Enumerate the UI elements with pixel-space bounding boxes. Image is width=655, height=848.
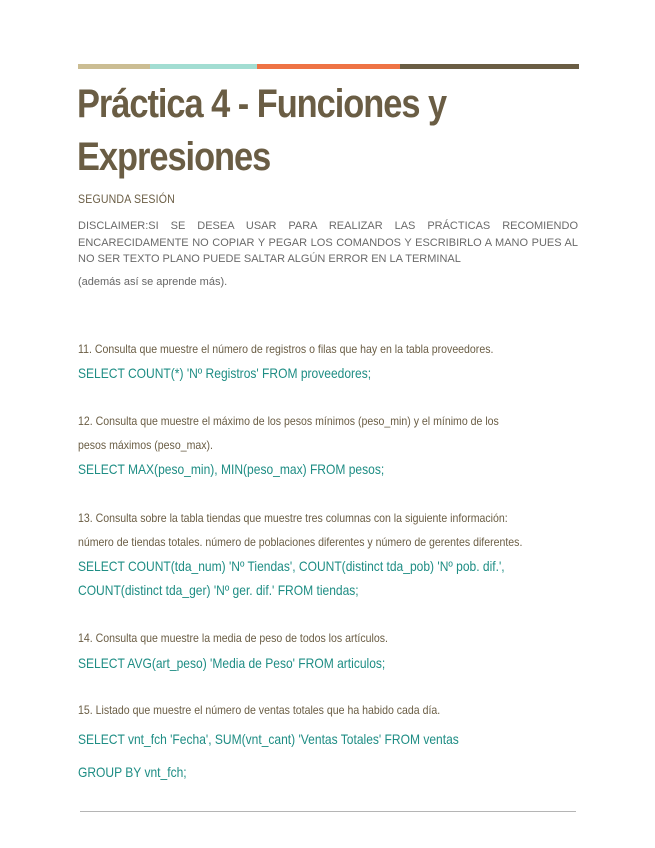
question-line: 11. Consulta que muestre el número de registros o filas que hay en la tabla proveedores. [78,342,494,356]
exercise-11-question [78,337,588,361]
color-bar-segment [150,64,257,69]
question-line: 13. Consulta sobre la tabla tiendas que muestre tres columnas con la siguiente información: [78,511,508,525]
exercise-11-sql [78,361,560,385]
question-line: pesos máximos (peso_max). [78,438,213,452]
page-title [77,78,507,184]
exercise-15-question [78,698,588,722]
color-bar-segment [257,64,400,69]
disclaimer-text: DISCLAIMER:SI SE DESEA USAR PARA REALIZAR LAS PRÁCTICAS RECOMIENDO ENCARECIDAMENTE NO COPIAR Y PEGAR LOS COMANDOS Y ESCRIBIRLO A MANO PUES AL NO SER TEXTO PLANO PUEDE SALTAR ALGÚN ERROR EN LA TERMINAL [78,220,578,265]
exercise-12-question [78,409,588,457]
sql-line: SELECT COUNT(*) 'Nº Registros' FROM proveedores; [78,365,372,381]
exercise-12-sql [78,457,560,481]
question-line: 15. Listado que muestre el número de ventas totales que ha habido cada día. [78,703,441,717]
color-bar-segment [400,64,579,69]
sql-line: GROUP BY vnt_fch; [78,764,187,780]
exercise-13-question [78,506,588,554]
sql-line: SELECT COUNT(tda_num) 'Nº Tiendas', COUNT(distinct tda_pob) 'Nº pob. dif.', [78,558,505,574]
page-subtitle: SEGUNDA SESIÓN [78,192,175,206]
note-text: (además así se aprende más). [78,276,228,288]
question-line: 12. Consulta que muestre el máximo de los pesos mínimos (peso_min) y el mínimo de los [78,414,499,428]
sql-line: SELECT vnt_fch 'Fecha', SUM(vnt_cant) 'Ventas Totales' FROM ventas [78,731,459,747]
exercise-13-sql [78,554,560,602]
exercise-14-sql [78,651,560,675]
exercise-15-sql [78,723,560,789]
sql-line: COUNT(distinct tda_ger) 'Nº ger. dif.' FROM tiendas; [78,582,359,598]
question-line: número de tiendas totales. número de poblaciones diferentes y número de gerentes diferentes. [78,535,523,549]
header-color-bar [78,64,579,69]
exercise-14-question [78,626,588,650]
sql-line: SELECT AVG(art_peso) 'Media de Peso' FROM articulos; [78,655,386,671]
color-bar-segment [78,64,150,69]
title-line-1: Práctica 4 - Funciones y [77,82,447,126]
title-line-2: Expresiones [77,135,271,179]
question-line: 14. Consulta que muestre la media de peso de todos los artículos. [78,631,388,645]
sql-line: SELECT MAX(peso_min), MIN(peso_max) FROM pesos; [78,461,385,477]
footer-divider [80,811,576,812]
